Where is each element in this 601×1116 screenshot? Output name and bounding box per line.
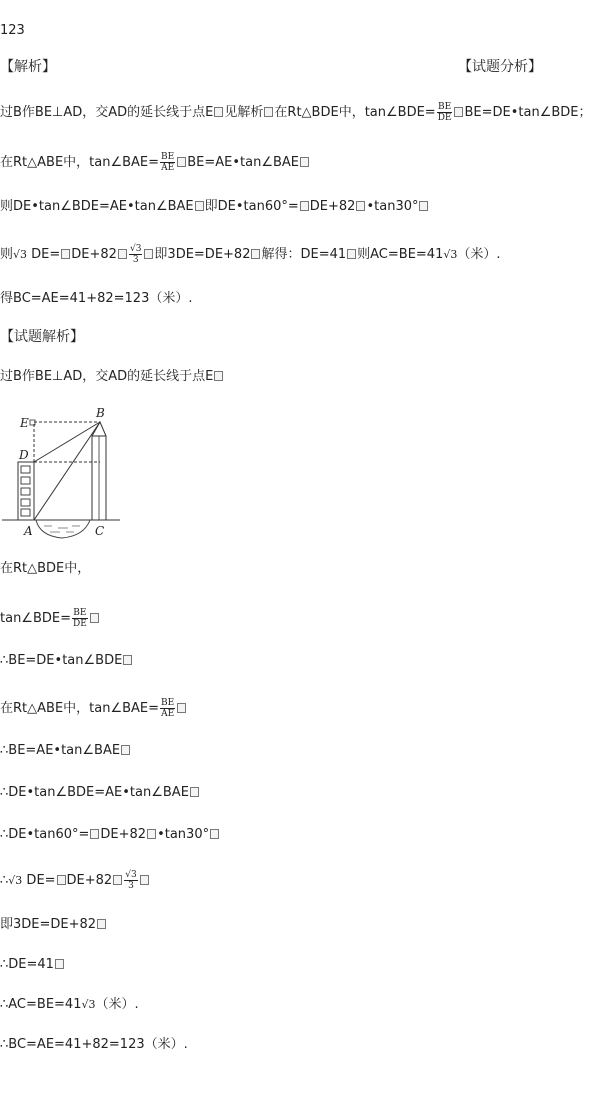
text: BE=DE•tan∠BDE； <box>464 105 592 120</box>
fraction-be-de <box>437 102 453 123</box>
missing-glyph-box <box>55 959 64 969</box>
missing-glyph-box <box>454 107 463 117</box>
text: 即3DE=DE+82 <box>0 917 97 932</box>
analysis-line-5: 得BC=AE=41+82=123（米）. <box>0 291 193 306</box>
sqrt3: √3 <box>81 998 96 1011</box>
missing-glyph-box <box>264 107 273 117</box>
text: 在Rt△ABE中，tan∠BAE= <box>0 701 160 716</box>
missing-glyph-box <box>123 655 132 665</box>
text: ∴AC=BE=41 <box>0 997 82 1012</box>
text: DE= <box>22 873 56 888</box>
missing-glyph-box <box>300 157 309 167</box>
text: tan∠BDE= <box>0 611 71 626</box>
line-ab <box>34 422 100 520</box>
text: 即DE•tan60°= <box>204 199 299 214</box>
analysis-line-1 <box>0 102 592 123</box>
solution-line-9 <box>0 870 150 891</box>
sqrt3: √3 <box>8 874 23 887</box>
analysis-line-3 <box>0 198 429 216</box>
text: （米）. <box>457 247 501 262</box>
label-b: B <box>96 406 105 420</box>
text: DE+82 <box>66 873 113 888</box>
fraction-numerator: √3 <box>125 870 137 880</box>
answer-value: 123 <box>0 23 25 38</box>
missing-glyph-box <box>90 613 99 623</box>
text: 在Rt△BDE中，tan∠BDE= <box>274 105 436 120</box>
text: ∴DE•tan60°= <box>0 827 90 842</box>
solution-line-11 <box>0 956 65 974</box>
missing-glyph-box <box>140 875 149 885</box>
missing-glyph-box <box>356 201 365 211</box>
missing-glyph-box <box>419 201 428 211</box>
solution-line-5 <box>0 698 187 719</box>
text: 见解析 <box>224 105 264 120</box>
line-db <box>34 422 100 462</box>
missing-glyph-box <box>177 703 186 713</box>
pond <box>36 520 90 538</box>
fraction-numerator: √3 <box>129 244 142 254</box>
solution-line-4 <box>0 652 133 670</box>
fraction-sqrt3-3 <box>129 244 142 265</box>
solution-line-10 <box>0 916 107 934</box>
missing-glyph-box <box>177 157 186 167</box>
label-d: D <box>19 448 29 462</box>
solution-line-6 <box>0 742 131 760</box>
text: 解得：DE=41 <box>261 247 347 262</box>
text: •tan30° <box>157 827 210 842</box>
text: 过B作BE⊥AD，交AD的延长线于点E <box>0 105 214 120</box>
analysis-line-4 <box>0 244 501 265</box>
missing-glyph-box <box>121 745 130 755</box>
text: ∴BE=DE•tan∠BDE <box>0 653 123 668</box>
text: 则DE•tan∠BDE=AE•tan∠BAE <box>0 199 194 214</box>
text: （米）. <box>95 997 139 1012</box>
text: 在Rt△ABE中，tan∠BAE= <box>0 155 160 170</box>
missing-glyph-box <box>90 829 99 839</box>
analysis-line-2 <box>0 152 310 173</box>
missing-glyph-box <box>214 371 223 381</box>
fraction-denominator: 3 <box>128 881 134 891</box>
missing-glyph-box <box>210 829 219 839</box>
missing-glyph-box <box>118 249 127 259</box>
fraction-numerator: BE <box>73 608 87 618</box>
solution-line-8 <box>0 826 220 844</box>
missing-glyph-box <box>214 107 223 117</box>
building-ad <box>18 462 34 520</box>
missing-glyph-box <box>300 201 309 211</box>
sqrt3: √3 <box>13 248 28 261</box>
label-c: C <box>95 524 105 538</box>
fraction-be-ae <box>160 152 175 173</box>
label-e: E <box>20 416 29 430</box>
fraction-numerator: BE <box>161 152 175 162</box>
text: BE=AE•tan∠BAE <box>187 155 300 170</box>
solution-line-7 <box>0 784 200 802</box>
fraction-denominator: AE <box>161 709 175 719</box>
missing-glyph-box <box>57 875 66 885</box>
sqrt3: √3 <box>443 248 458 261</box>
missing-glyph-box <box>347 249 356 259</box>
solution-line-13: ∴BC=AE=41+82=123（米）. <box>0 1037 188 1052</box>
missing-glyph-box <box>190 787 199 797</box>
fraction-numerator: BE <box>437 102 452 112</box>
heading-fenxi: 【试题分析】 <box>458 59 542 75</box>
fraction-denominator: DE <box>437 113 452 123</box>
solution-line-3 <box>0 608 100 629</box>
text: ∴DE=41 <box>0 957 54 972</box>
text: DE= <box>27 247 61 262</box>
heading-jiexi: 【解析】 <box>0 59 56 75</box>
text: ∴BE=AE•tan∠BAE <box>0 743 121 758</box>
text: 则AC=BE=41 <box>357 247 444 262</box>
text: 过B作BE⊥AD，交AD的延长线于点E <box>0 369 214 384</box>
fraction-denominator: 3 <box>132 255 139 265</box>
fraction-be-ae <box>160 698 175 719</box>
text: ∴DE•tan∠BDE=AE•tan∠BAE <box>0 785 189 800</box>
text: ∴ <box>0 873 9 888</box>
building-windows <box>21 466 30 516</box>
solution-line-2: 在Rt△BDE中， <box>0 561 91 576</box>
solution-line-1 <box>0 368 224 386</box>
fraction-denominator: AE <box>161 163 175 173</box>
missing-glyph-box <box>195 201 204 211</box>
solution-line-12 <box>0 996 139 1014</box>
geometry-figure <box>0 402 130 544</box>
text: DE+82 <box>100 827 147 842</box>
missing-glyph-box <box>251 249 260 259</box>
fraction-numerator: BE <box>161 698 175 708</box>
fraction-be-de <box>72 608 88 629</box>
missing-glyph-box <box>113 875 122 885</box>
text: DE+82 <box>309 199 356 214</box>
pond-water-lines <box>44 526 80 532</box>
missing-glyph-box <box>144 249 153 259</box>
text: 即3DE=DE+82 <box>154 247 251 262</box>
text: 则 <box>0 247 14 262</box>
missing-glyph-box <box>61 249 70 259</box>
text: DE+82 <box>71 247 117 262</box>
fraction-denominator: DE <box>73 619 87 629</box>
text: •tan30° <box>366 199 419 214</box>
fraction-sqrt3-3 <box>124 870 137 891</box>
missing-glyph-box <box>147 829 156 839</box>
label-a: A <box>24 524 33 538</box>
missing-glyph-box <box>97 919 106 929</box>
heading-shiti-jiexi: 【试题解析】 <box>0 329 84 345</box>
